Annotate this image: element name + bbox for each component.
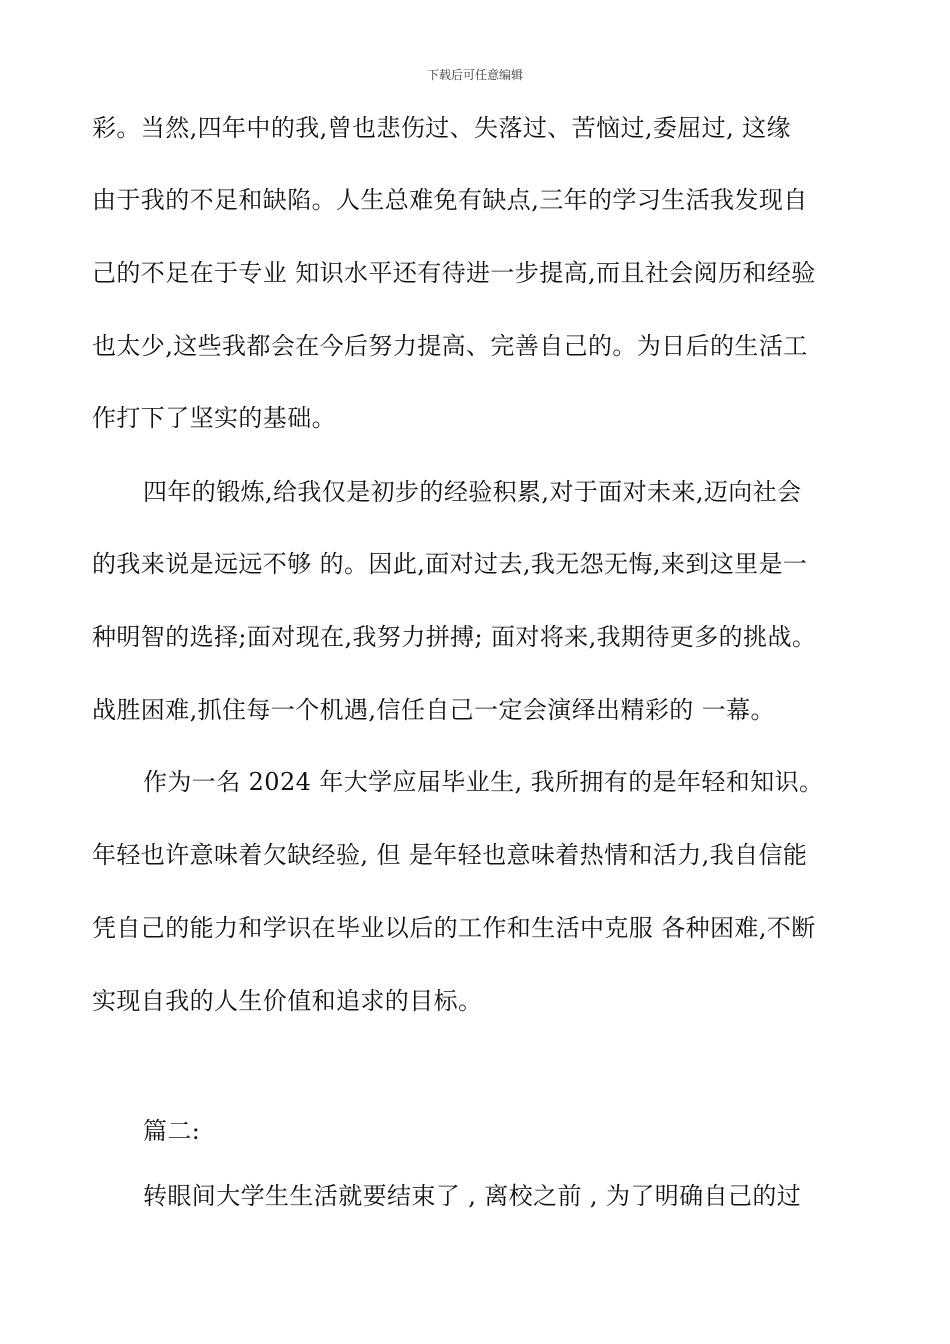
text-line: 作打下了坚实的基础。 <box>92 404 336 432</box>
paragraph-start-line: 作为一名 2024 年大学应届毕业生, 我所拥有的是年轻和知识。 <box>143 768 824 796</box>
text-line: 也太少,这些我都会在今后努力提高、完善自己的。为日后的生活工 <box>92 332 808 360</box>
text-line: 彩。当然,四年中的我,曾也悲伤过、失落过、苦恼过,委屈过, 这缘 <box>92 114 791 142</box>
text-line: 种明智的选择;面对现在,我努力拼搏; 面对将来,我期待更多的挑战。 <box>92 623 817 651</box>
page-header: 下载后可任意编辑 <box>426 68 523 82</box>
text-line: 的我来说是远远不够 的。因此,面对过去,我无怨无悔,来到这里是一 <box>92 550 808 578</box>
text-line: 己的不足在于专业 知识水平还有待进一步提高,而且社会阅历和经验 <box>92 259 816 287</box>
text-line: 实现自我的人生价值和追求的目标。 <box>92 987 483 1015</box>
text-line: 年轻也许意味着欠缺经验, 但 是年轻也意味着热情和活力,我自信能 <box>92 841 808 869</box>
text-line: 由于我的不足和缺陷。人生总难免有缺点,三年的学习生活我发现自 <box>92 186 808 214</box>
paragraph-start-line: 转眼间大学生生活就要结束了 , 离校之前 , 为了明确自己的过 <box>143 1182 802 1210</box>
text-line: 凭自己的能力和学识在毕业以后的工作和生活中克服 各种困难,不断 <box>92 914 816 942</box>
section-heading: 篇二: <box>143 1117 201 1145</box>
text-line: 战胜困难,抓住每一个机遇,信任自己一定会演绎出精彩的 一幕。 <box>92 696 775 724</box>
paragraph-start-line: 四年的锻炼,给我仅是初步的经验积累,对于面对未来,迈向社会 <box>143 478 802 506</box>
